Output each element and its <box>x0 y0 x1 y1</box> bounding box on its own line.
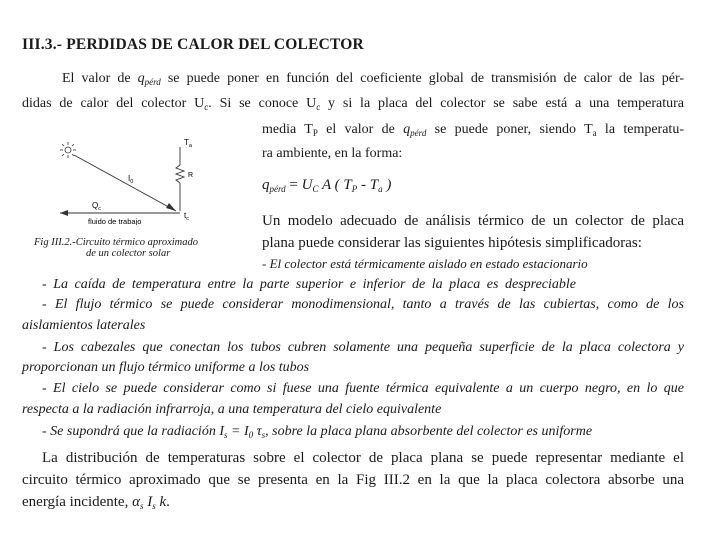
label-ta: $T_a$ <box>184 138 192 149</box>
heat-loss-equation: $q_{pérd} = U_C$ A ( $T_P - T_a$ ) <box>262 177 392 194</box>
hypothesis-item-4b: respecta a la radiación infrarroja, a una temperatura del cielo equivalente <box>22 402 442 417</box>
figure-caption: Fig III.2.-Circuito térmico aproximado de un colector solar <box>34 237 198 259</box>
label-i0: $I_0$ <box>128 174 134 185</box>
incident-radiation-arrow <box>74 155 176 211</box>
thermal-circuit-diagram <box>52 133 242 225</box>
label-qc: $Q_c$ <box>92 201 101 212</box>
label-tc: $t_c$ <box>184 211 189 222</box>
intro-line-1: El valor de $q_{pérd}$ se puede poner en función del coeficiente global de transmisión de calor de las pér- <box>62 71 684 87</box>
hypothesis-item-3a: - Los cabezales que conectan los tubos cubren solamente una pequeña superficie de la placa colectora y <box>42 340 684 355</box>
hypothesis-item-3b: proporcionan un flujo térmico uniforme a los tubos <box>22 360 310 375</box>
hypothesis-item-5: - Se supondrá que la radiación $I_s = I_0$ $\tau_s$, sobre la placa plana absorbente del colector es uniforme <box>42 424 593 440</box>
intro-line-3: media $T_P$ el valor de $q_{pérd}$ se puede poner, siendo $T_a$ la temperatu- <box>262 122 684 138</box>
intro-line-2: didas de calor del colector $U_c$. Si se conoce $U_c$ y si la placa del colector se sabe está a una temperatura <box>22 96 685 112</box>
closing-line-2: circuito térmico aproximado que se presenta en la Fig III.2 en la que la placa colectora absorbe una <box>22 472 684 488</box>
sun-icon <box>60 142 76 158</box>
incident-arrowhead <box>166 203 176 211</box>
intro-line-4: ra ambiente, en la forma: <box>262 146 403 161</box>
useful-heat-arrowhead <box>60 210 68 216</box>
hypothesis-item-2b: aislamientos laterales <box>22 318 146 333</box>
hypothesis-item-2a: - El flujo térmico se puede considerar monodimensional, tanto a través de las cubiertas, como de los <box>42 297 684 312</box>
section-title: III.3.- PERDIDAS DE CALOR DEL COLECTOR <box>22 36 364 53</box>
closing-line-3: energía incidente, $\alpha_s$ $I_s$ k. <box>22 494 170 511</box>
label-fluid: fluido de trabajo <box>88 217 142 225</box>
model-line-1: Un modelo adecuado de análisis térmico de un colector de placa <box>262 213 684 229</box>
hypothesis-item-1: - La caída de temperatura entre la parte superior e inferior de la placa es despreciable <box>42 277 576 292</box>
closing-line-1: La distribución de temperaturas sobre el colector de placa plana se puede representar mediante el <box>42 450 684 466</box>
model-line-2: plana puede considerar las siguientes hipótesis simplificadoras: <box>262 235 642 251</box>
resistance-symbol <box>176 165 184 183</box>
label-r: R <box>188 172 194 179</box>
hypothesis-item-4a: - El cielo se puede considerar como si fuese una fuente térmica equivalente a un cuerpo negro, en lo que <box>42 381 684 396</box>
hypothesis-item-0: - El colector está térmicamente aislado en estado estacionario <box>262 256 588 271</box>
